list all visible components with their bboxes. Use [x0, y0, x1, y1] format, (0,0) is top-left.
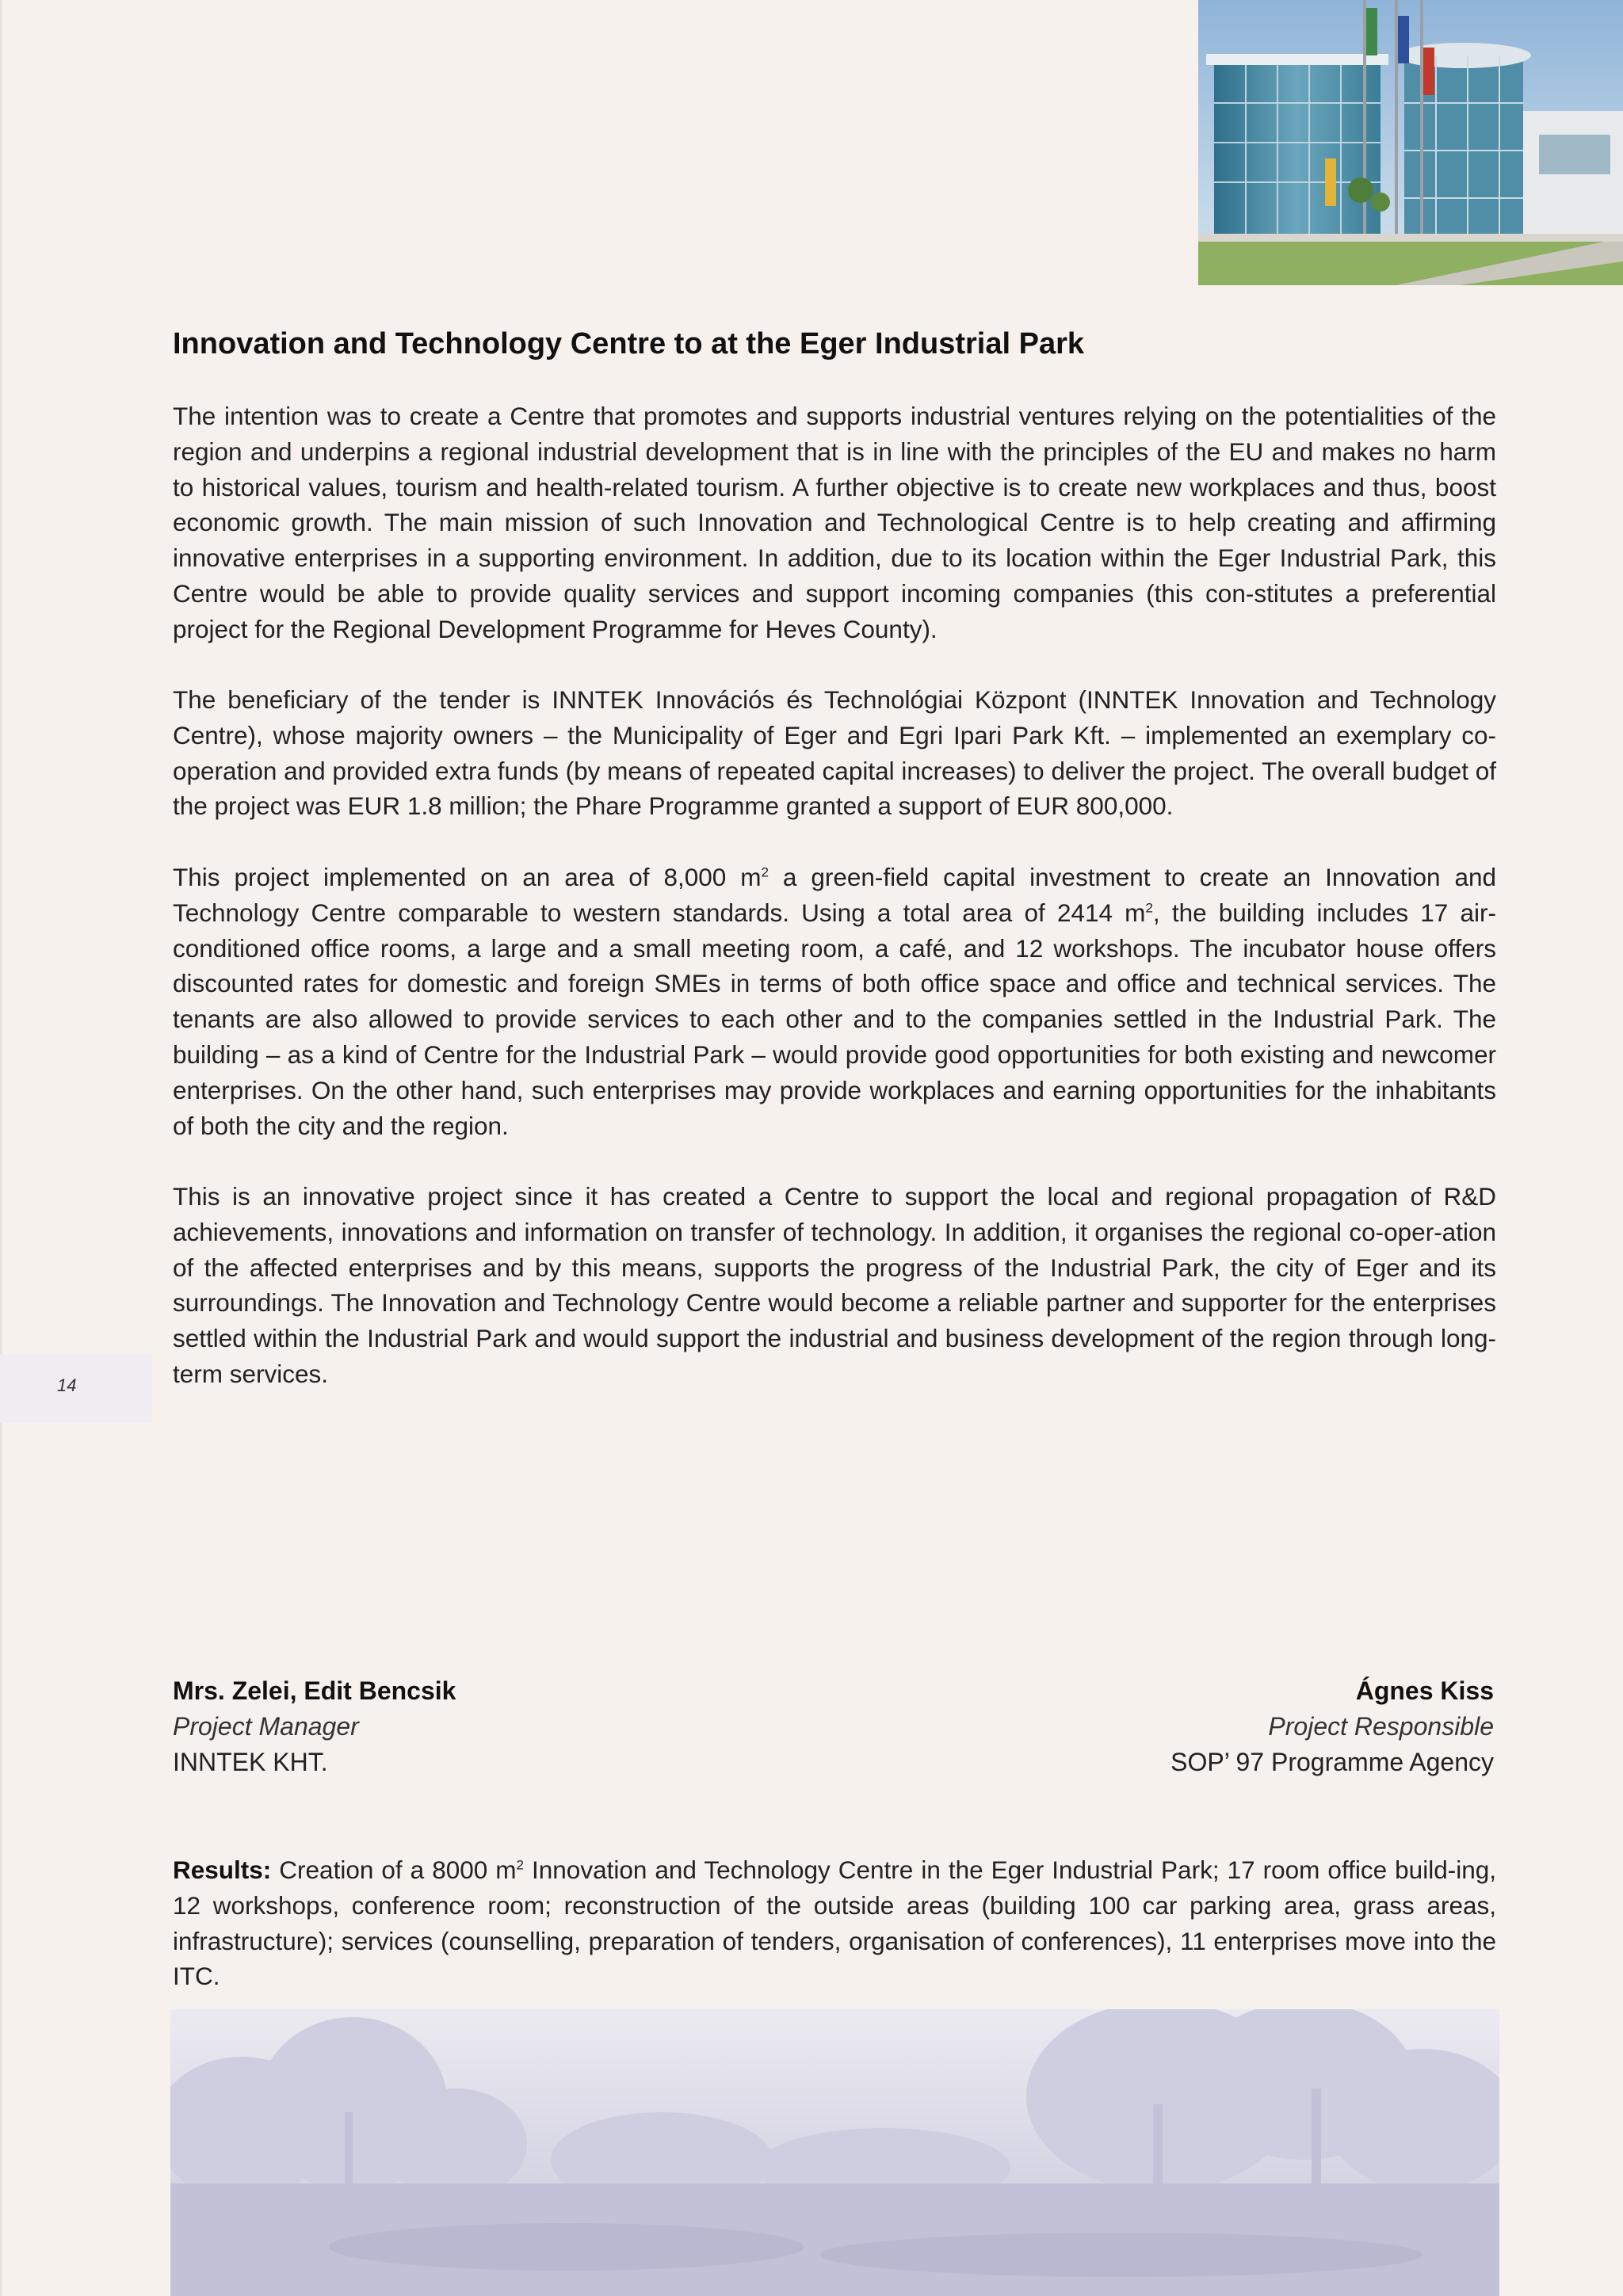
results-label: Results:	[173, 1855, 272, 1884]
area-text-2: a green-field capital investment to create an Innovation and Technology Centre comparable to western standards. Using a total area of 2414 m	[173, 863, 1496, 927]
signatory-name: Ágnes Kiss	[1355, 1676, 1494, 1705]
page-edge	[0, 0, 2, 2296]
signature-right	[1170, 1673, 1494, 1780]
results-text-1: Creation of a 8000 m	[271, 1855, 517, 1884]
signatory-organisation: INNTEK KHT.	[173, 1748, 328, 1776]
paragraph-innovation: This is an innovative project since it has created a Centre to support the local and regional propagation of R&D achievements, innovations and information on transfer of technology. In addition, it organises the regional co-oper-ation of the affected enterprises and by this means, supports the progress of the Industrial Park, the city of Eger and its surroundings. The Innovation and Technology Centre would become a reliable partner and supporter for the enterprises settled within the Industrial Park and would support the industrial and business development of the region through long-term services.	[173, 1182, 1496, 1388]
area-text-1: This project implemented on an area of 8,000 m	[173, 863, 762, 891]
landscape-photo	[170, 2009, 1499, 2296]
area-text-3: , the building includes 17 air-conditioned office rooms, a large and a small meeting room, a café, and 12 workshops. The incubator house offers discounted rates for domestic and foreign SMEs in terms of both office space and office and technical services. The tenants are also allowed to provide services to each other and to the companies settled in the Industrial Park. The building – as a kind of Centre for the Industrial Park – would provide good opportunities for both existing and newcomer enterprises. On the other hand, such enterprises may provide workplaces and earning opportunities for the inhabitants of both the city and the region.	[173, 898, 1496, 1140]
signature-left	[173, 1673, 456, 1780]
signatory-role: Project Responsible	[1268, 1712, 1494, 1741]
paragraph-beneficiary: The beneficiary of the tender is INNTEK Innovációs és Technológiai Központ (INNTEK Innovation and Technology Centre), whose majority owners – the Municipality of Eger and Egri Ipari Park Kft. – implemented an exemplary co-operation and provided extra funds (by means of repeated capital increases) to deliver the project. The overall budget of the project was EUR 1.8 million; the Phare Programme granted a support of EUR 800,000.	[173, 685, 1496, 821]
superscript-2: 2	[516, 1857, 524, 1873]
signatory-role: Project Manager	[173, 1712, 359, 1741]
page-number: 14	[57, 1375, 77, 1395]
paragraph-area	[173, 860, 1496, 1143]
paragraph-intention: The intention was to create a Centre that promotes and supports industrial ventures relying on the potentialities of the region and underpins a regional industrial development that is in line with the principles of the EU and makes no harm to historical values, tourism and health-related tourism. A further objective is to create new workplaces and thus, boost economic growth. The main mission of such Innovation and Technological Centre is to help creating and affirming innovative enterprises in a supporting environment. In addition, due to its location within the Eger Industrial Park, this Centre would be able to provide quality services and support incoming companies (this con-stitutes a preferential project for the Regional Development Programme for Heves County).	[173, 402, 1496, 643]
superscript-2: 2	[1145, 900, 1153, 916]
article-title: Innovation and Technology Centre to at the Eger Industrial Park	[173, 327, 1085, 360]
results-paragraph	[173, 1852, 1496, 1994]
results-text-2: Innovation and Technology Centre in the Eger Industrial Park; 17 room office build-ing, 12 workshops, conference room; reconstruction of the outside areas (building 100 car parking area, grass areas, infrastructure); services (counselling, preparation of tenders, organisation of conferences), 11 enterprises move into the ITC.	[173, 1855, 1496, 1991]
building-photo	[1198, 0, 1623, 285]
superscript-2: 2	[761, 864, 769, 880]
signatory-name: Mrs. Zelei, Edit Bencsik	[173, 1676, 456, 1705]
signatory-organisation: SOP’ 97 Programme Agency	[1170, 1748, 1494, 1776]
